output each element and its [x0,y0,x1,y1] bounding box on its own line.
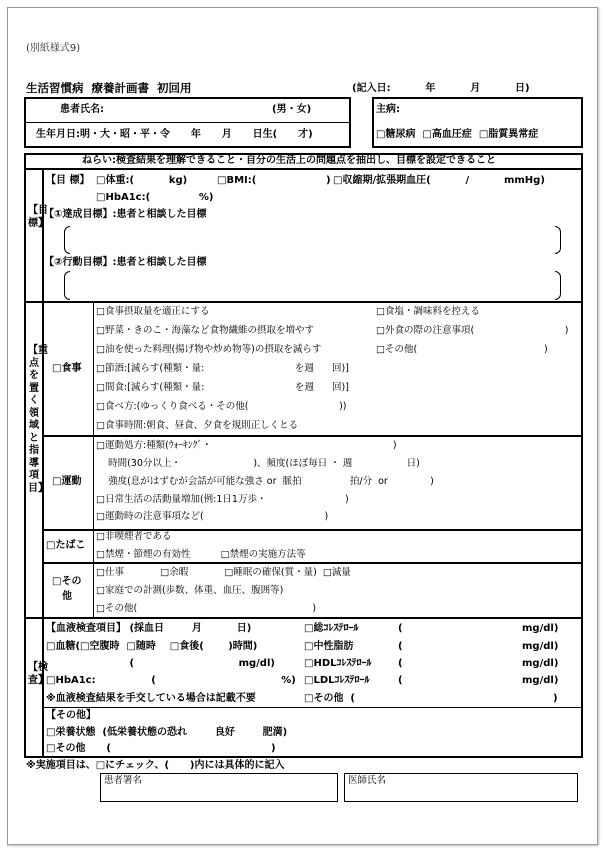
lab-item[interactable]: □LDLｺﾚｽﾃﾛｰﾙ [304,675,370,686]
hba1c-goal[interactable]: □HbA1c:( %) [96,192,214,203]
lab-item[interactable]: □その他 ( [304,693,355,704]
divider [24,301,583,303]
exercise-item[interactable]: □運動時の注意事項など( ) [96,511,329,522]
exam-item[interactable]: □HbA1c: ( %) [46,675,296,686]
document-title: 生活習慣病 療養計画書 初回用 [26,81,192,95]
exercise-item[interactable]: 強度(息がはずむが会話が可能な強さ or 脈拍 拍/分 or ) [96,476,434,487]
birth-date-field[interactable]: 生年月日:明・大・昭・平・令 年 月 日生( 才) [36,129,313,140]
lab-item[interactable]: □総ｺﾚｽﾃﾛｰﾙ [304,623,359,634]
nutrition-item[interactable]: □栄養状態 (低栄養状態の恐れ 良好 肥満) [46,727,288,738]
bp-goal[interactable]: □収縮期/拡張期血圧( / mmHg) [333,175,545,186]
exam-item[interactable]: ( mg/dl) [46,658,275,669]
divider [24,122,351,123]
sex-select[interactable]: (男・女) [272,104,312,115]
diet-item[interactable]: □食塩・調味料を控える [376,306,480,317]
exercise-item[interactable]: □運動処方:種類(ｳｫｰｷﾝｸﾞ・ ) [96,440,397,451]
form-code: (別紙様式9) [26,43,81,54]
other-item[interactable]: □家庭での計測(歩数、体重、血圧、腹囲等) [96,585,284,596]
exam-item[interactable]: 【血液検査項目】 (採血日 月 日) [46,623,252,634]
diet-item[interactable]: □間食:[減らす(種類・量: を週 回)] [96,382,349,393]
other-header: 【その他】 [46,710,96,721]
exam-side-label: 【検査】 [28,662,48,686]
diet-item[interactable]: □油を使った料理(揚げ物や炒め物等)の摂取を減らす [96,344,322,355]
goals-side-label: 【目標】 [28,205,48,229]
bracket-right [555,271,561,300]
divider [93,302,94,618]
patient-signature-label: 患者署名 [104,775,143,786]
unit: mg/dl) [522,641,559,652]
entry-date: (記入日: 年 月 日) [352,83,530,94]
lab-item[interactable]: □中性脂肪 [304,641,354,652]
disease-options[interactable]: □糖尿病 □高血圧症 □脂質異常症 [376,129,539,140]
tobacco-item[interactable]: □非喫煙者である [96,531,172,542]
goal2-label: 【②行動目標】:患者と相談した目標 [44,257,207,268]
diet-item[interactable]: □食事時間:朝食、昼食、夕食を規則正しくとる [96,420,299,431]
bracket-right [555,226,561,254]
divider [42,707,583,708]
footnote: ※実施項目は、□にチェック、( )内には具体的に記入 [26,760,285,771]
exercise-item[interactable]: □日常生活の活動量増加(例:1日1万歩・ ) [96,494,349,505]
paren: ( [398,623,403,634]
goals-header: 【目 標】 [46,175,90,186]
divider [42,435,583,437]
exam-other-item[interactable]: □その他 ( ) [46,743,276,754]
other-item[interactable]: □仕事 □余暇 □睡眠の確保(質・量) □減量 [96,567,351,578]
other-checkbox[interactable]: □その [52,576,82,587]
bmi-goal[interactable]: □BMI:( ) [217,175,331,186]
divider [24,617,583,619]
exam-item[interactable]: □血糖(□空腹時 □随時 □食後( )時間) [46,641,258,652]
unit: mg/dl) [522,675,559,686]
diet-checkbox[interactable]: □食事 [52,363,82,374]
diet-item[interactable]: □食べ方:(ゆっくり食べる・その他( )) [96,401,347,412]
goal1-input[interactable] [70,226,554,252]
other-label: 他 [62,591,72,602]
lab-item[interactable]: □HDLｺﾚｽﾃﾛｰﾙ [304,658,372,669]
diet-item[interactable]: □節酒:[減らす(種類・量: を週 回)] [96,363,349,374]
paren: ( [398,658,403,669]
exam-note: ※血液検査結果を手交している場合は記載不要 [46,693,256,704]
aim-text: ねらい:検査結果を理解できること・自分の生活上の問題点を抽出し、目標を設定できること [82,155,496,166]
paren: ) [553,693,558,704]
divider [42,562,583,564]
goal2-input[interactable] [70,271,554,298]
weight-goal[interactable]: □体重:( kg) [96,175,188,186]
diet-item[interactable]: □食事摂取量を適正にする [96,306,210,317]
diet-item[interactable]: □その他( ) [376,344,548,355]
diet-item[interactable]: □外食の際の注意事項( ) [376,325,569,336]
exercise-item[interactable]: 時間(30分以上・ )、頻度(ほぼ毎日 ・ 週 日) [96,458,420,469]
patient-name-label: 患者氏名: [60,104,104,115]
unit: mg/dl) [522,623,559,634]
exercise-checkbox[interactable]: □運動 [52,476,82,487]
other-item[interactable]: □その他( ) [96,603,317,614]
focus-side-label: 【重点を置く領域と指導項目】 [28,345,48,494]
diet-item[interactable]: □野菜・きのこ・海藻など食物繊維の摂取を増やす [96,325,314,336]
goal1-label: 【①達成目標】:患者と相談した目標 [44,209,207,220]
tobacco-checkbox[interactable]: □たばこ [46,540,86,551]
unit: mg/dl) [522,658,559,669]
doctor-name-label: 医師氏名 [348,775,387,786]
paren: ( [398,641,403,652]
disease-label: 主病: [376,104,400,115]
paren: ( [398,675,403,686]
tobacco-item[interactable]: □禁煙・節煙の有効性 □禁煙の実施方法等 [96,549,306,560]
